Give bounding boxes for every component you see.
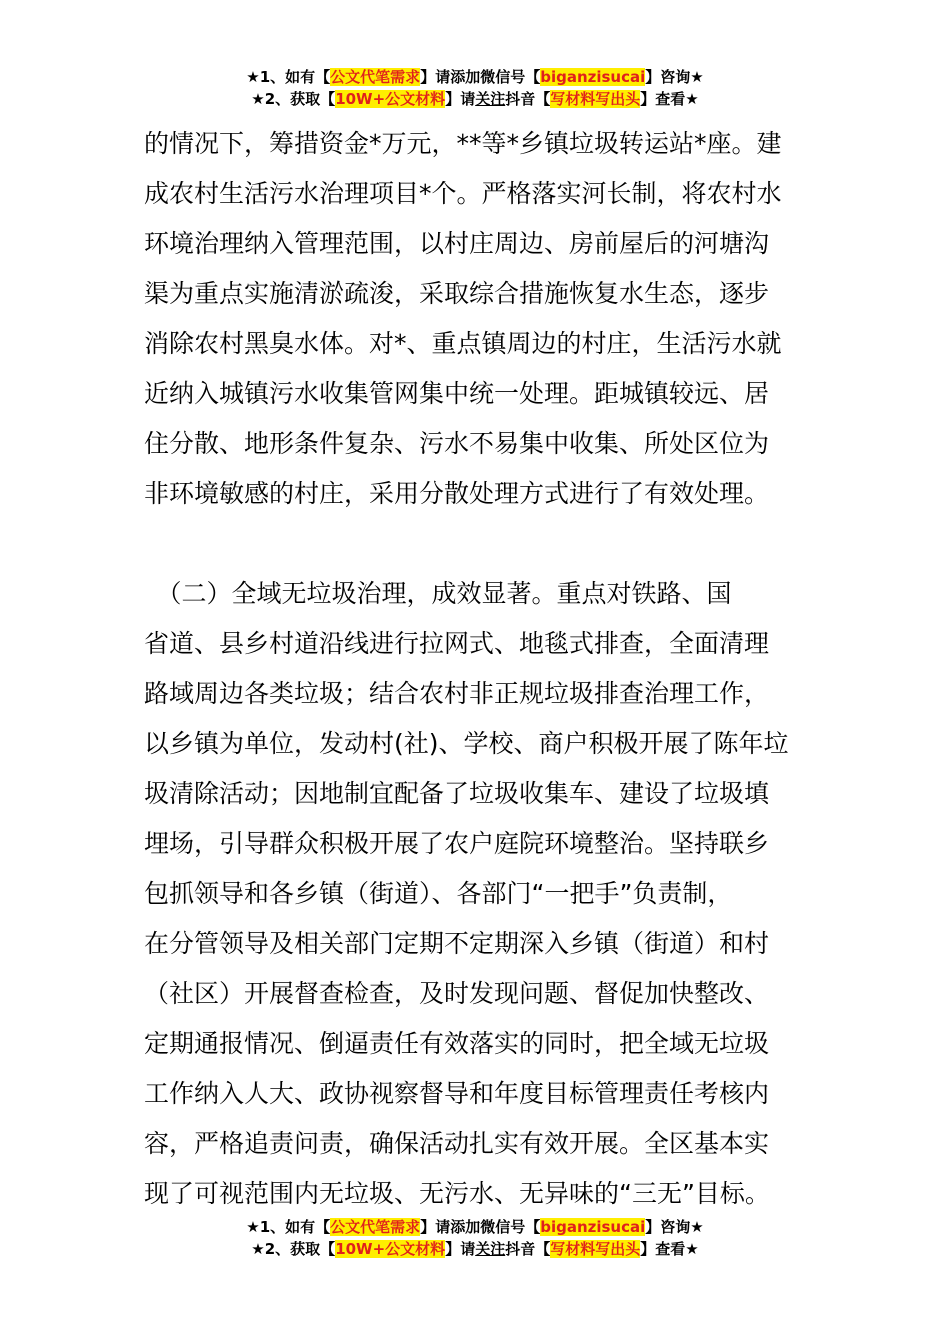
header-banner: [0, 66, 950, 110]
text-line: 路域周边各类垃圾；结合农村非正规垃圾排查治理工作，: [144, 679, 770, 708]
text-line: 圾清除活动；因地制宜配备了垃圾收集车、建设了垃圾填: [144, 779, 770, 808]
text-line: 渠为重点实施清淤疏浚，采取综合措施恢复水生态，逐步: [144, 279, 770, 308]
paragraph-1: [144, 119, 808, 519]
text-line: 现了可视范围内无垃圾、无污水、无异味的“三无”目标。: [144, 1179, 770, 1208]
paragraph-2: [144, 569, 808, 1219]
text-line: 在分管领导及相关部门定期不定期深入乡镇（街道）和村: [144, 929, 770, 958]
section-heading-line: （二）全域无垃圾治理，成效显著。重点对铁路、国: [144, 579, 732, 608]
text-line: 住分散、地形条件复杂、污水不易集中收集、所处区位为: [144, 429, 770, 458]
highlight-wechat-id: biganzisucai: [540, 68, 646, 86]
text-line: 包抓领导和各乡镇（街道）、各部门“一把手”负责制，: [144, 879, 733, 908]
text-line: 容，严格追责问责，确保活动扎实有效开展。全区基本实: [144, 1129, 770, 1158]
highlight-service: 公文代笔需求: [330, 1218, 421, 1236]
banner-line-2: ★2、获取【10W+公文材料】请关注抖音【写材料写出头】查看★: [251, 90, 699, 108]
highlight-douyin: 写材料写出头: [550, 1240, 641, 1258]
text-line: 非环境敏感的村庄，采用分散处理方式进行了有效处理。: [144, 479, 770, 508]
text-line: （社区）开展督查检查，及时发现问题、督促加快整改、: [144, 979, 770, 1008]
footer-banner: [0, 1216, 950, 1260]
text-line: 以乡镇为单位，发动村(社)、学校、商户积极开展了陈年垃: [144, 729, 789, 758]
text-line: 省道、县乡村道沿线进行拉网式、地毯式排查，全面清理: [144, 629, 770, 658]
text-line: 消除农村黑臭水体。对*、重点镇周边的村庄，生活污水就: [144, 329, 782, 358]
highlight-service: 公文代笔需求: [330, 68, 421, 86]
banner-line-1: ★1、如有【公文代笔需求】请添加微信号【biganzisucai】咨询★: [246, 1218, 704, 1236]
highlight-materials: 10W+公文材料: [335, 1240, 446, 1258]
highlight-wechat-id: biganzisucai: [540, 1218, 646, 1236]
text-line: 近纳入城镇污水收集管网集中统一处理。距城镇较远、居: [144, 379, 770, 408]
highlight-materials: 10W+公文材料: [335, 90, 446, 108]
banner-line-1: ★1、如有【公文代笔需求】请添加微信号【biganzisucai】咨询★: [246, 68, 704, 86]
text-line: 定期通报情况、倒逼责任有效落实的同时，把全域无垃圾: [144, 1029, 770, 1058]
banner-line-2: ★2、获取【10W+公文材料】请关注抖音【写材料写出头】查看★: [251, 1240, 699, 1258]
text-line: 埋场，引导群众积极开展了农户庭院环境整治。坚持联乡: [144, 829, 770, 858]
highlight-douyin: 写材料写出头: [550, 90, 641, 108]
text-line: 工作纳入人大、政协视察督导和年度目标管理责任考核内: [144, 1079, 770, 1108]
text-line: 成农村生活污水治理项目*个。严格落实河长制，将农村水: [144, 179, 782, 208]
text-line: 的情况下，筹措资金*万元，**等*乡镇垃圾转运站*座。建: [144, 129, 782, 158]
text-line: 环境治理纳入管理范围，以村庄周边、房前屋后的河塘沟: [144, 229, 770, 258]
